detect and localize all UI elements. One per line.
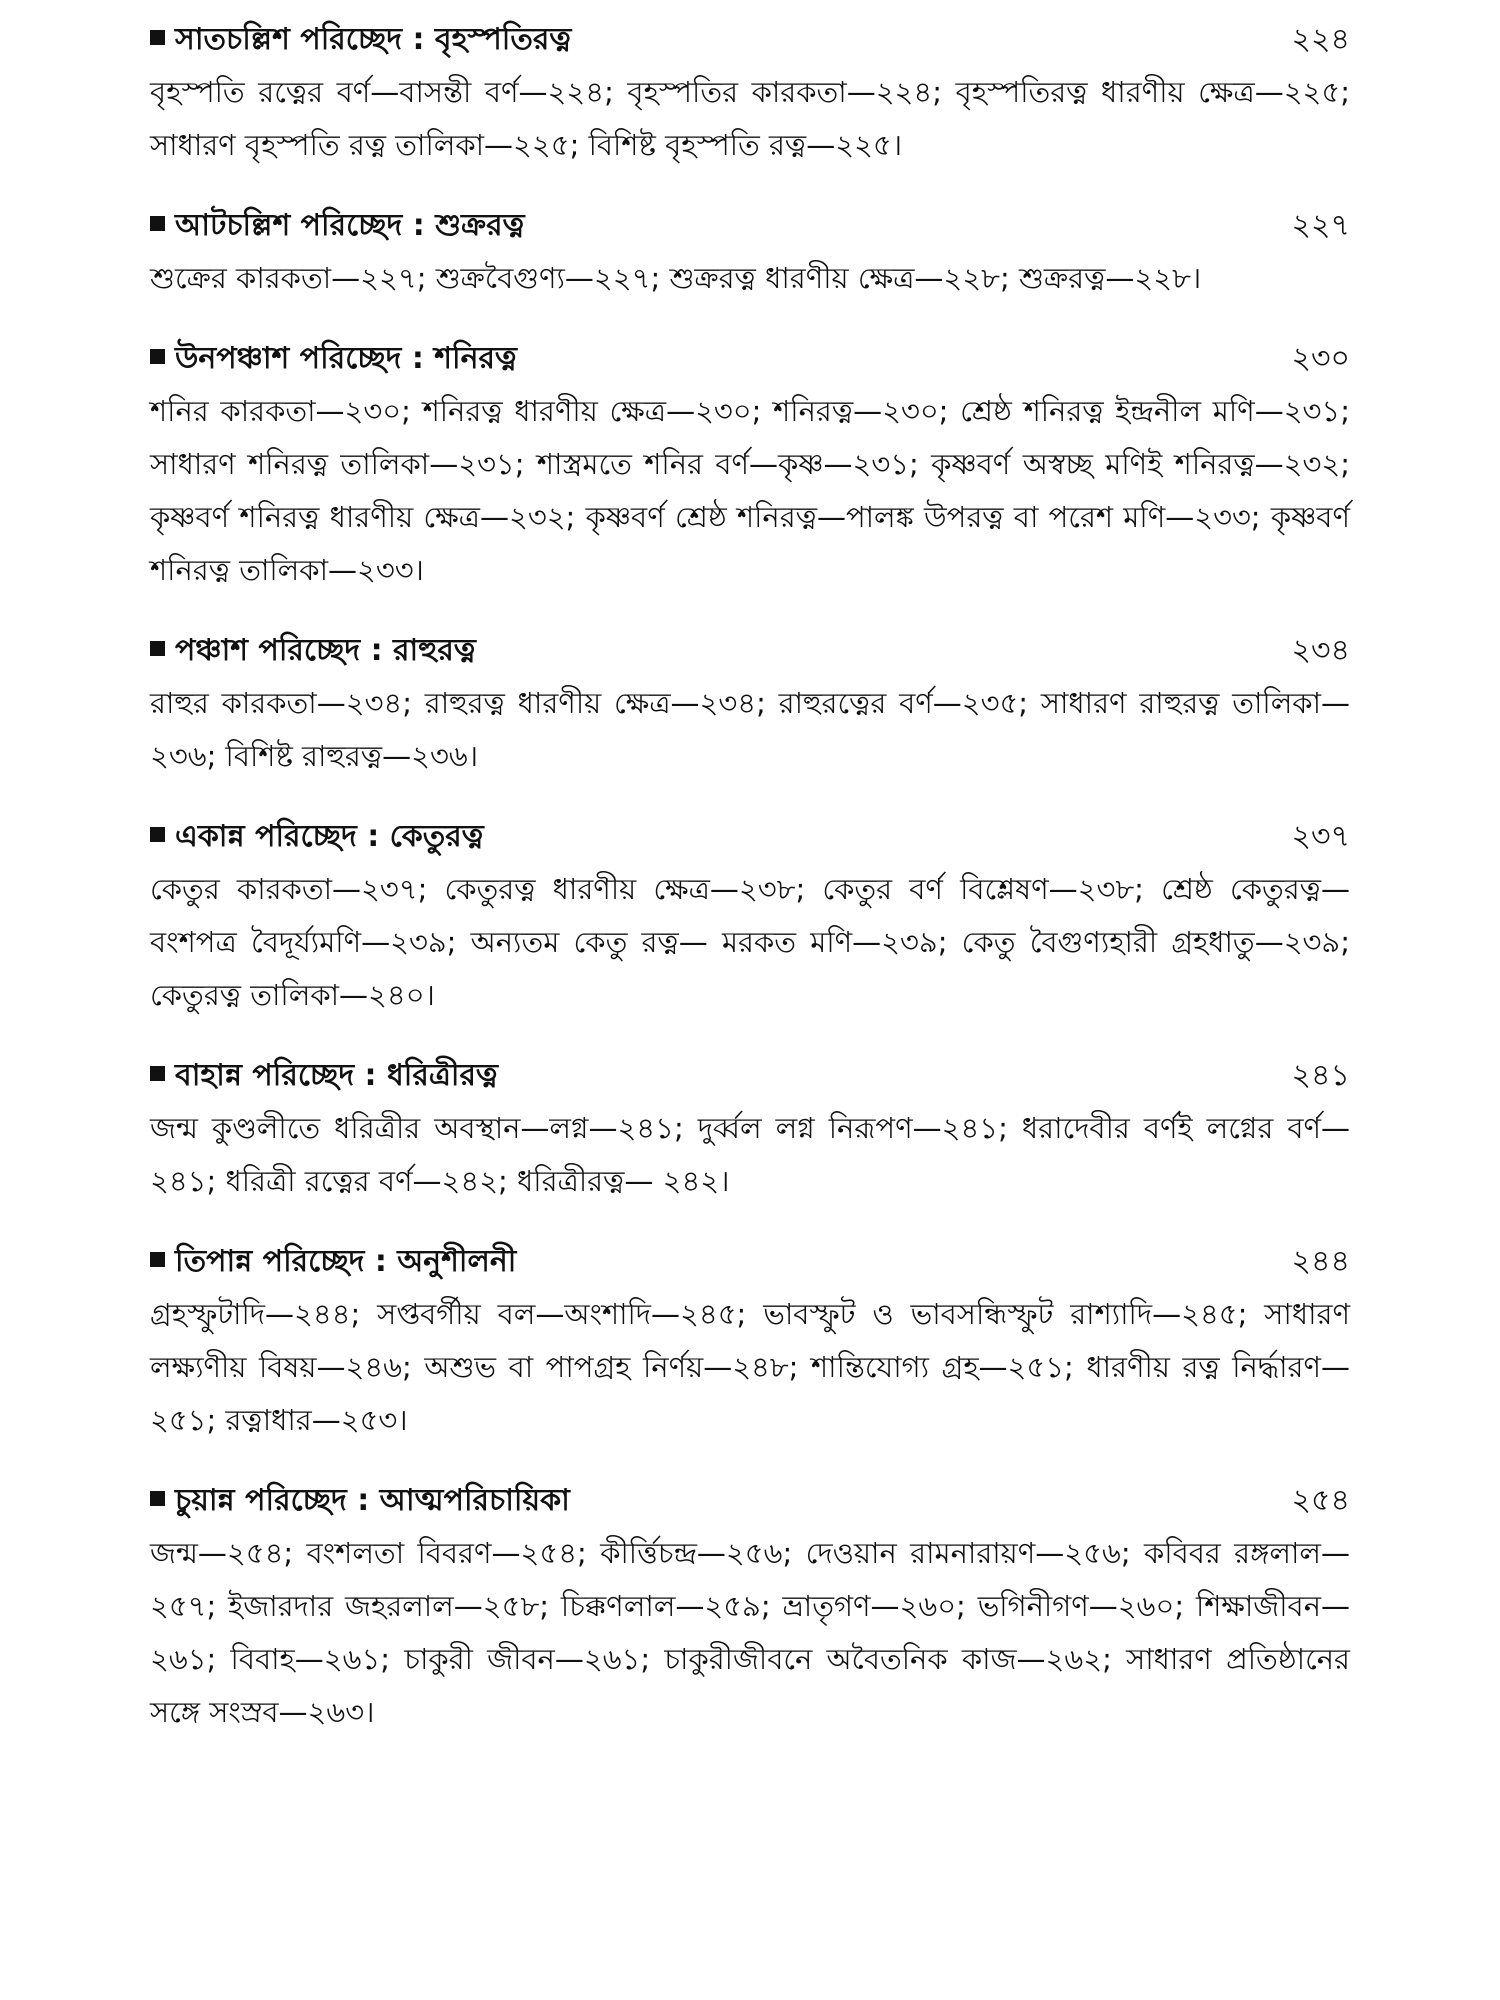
chapter-heading — [150, 1050, 498, 1102]
chapter-heading — [150, 200, 525, 252]
chapter-page-number: ২৫৪ — [1291, 1483, 1350, 1518]
chapter-entry — [150, 1475, 1350, 1739]
chapter-topics: জন্ম—২৫৪; বংশলতা বিবরণ—২৫৪; কীর্ত্তিচন্দ্র—২৫৬; দেওয়ান রামনারায়ণ—২৫৬; কবিবর রঙ্গলাল—২৫৭; ইজারদার জহরলাল—২৫৮; চিক্কণলাল—২৫৯; ভ্রাতৃগণ—২৬০; ভগিনীগণ—২৬০; শিক্ষাজীবন— ২৬১; বিবাহ—২৬১; চাকুরী জীবন—২৬১; চাকুরীজীবনে অবৈতনিক কাজ—২৬২; সাধারণ প্রতিষ্ঠানের সঙ্গে সংস্রব—২৬৩। — [150, 1536, 1350, 1729]
chapter-heading — [150, 625, 476, 677]
chapter-page-number: ২৩০ — [1291, 341, 1350, 376]
chapter-title: তিপান্ন পরিচ্ছেদ : অনুশীলনী — [175, 1244, 517, 1279]
chapter-header — [150, 1050, 1350, 1102]
chapter-header — [150, 1475, 1350, 1527]
chapter-entry — [150, 625, 1350, 783]
chapter-page-number: ২৩৭ — [1291, 819, 1350, 854]
chapter-page-number: ২৩৪ — [1291, 633, 1350, 668]
chapter-header — [150, 625, 1350, 677]
chapter-page-number: ২২৪ — [1291, 22, 1350, 57]
chapter-title: পঞ্চাশ পরিচ্ছেদ : রাহুরত্ন — [175, 633, 476, 668]
square-bullet-icon — [150, 216, 165, 231]
chapter-heading — [150, 1236, 516, 1288]
chapter-topics: শনির কারকতা—২৩০; শনিরত্ন ধারণীয় ক্ষেত্র—২৩০; শনিরত্ন—২৩০; শ্রেষ্ঠ শনিরত্ন ইন্দ্রনীল মণি—২৩১; সাধারণ শনিরত্ন তালিকা—২৩১; শাস্ত্রমতে শনির বর্ণ—কৃষ্ণ—২৩১; কৃষ্ণবর্ণ অস্বচ্ছ মণিই শনিরত্ন—২৩২; কৃষ্ণবর্ণ শনিরত্ন ধারণীয় ক্ষেত্র—২৩২; কৃষ্ণবর্ণ শ্রেষ্ঠ শনিরত্ন—পালঙ্ক উপরত্ন বা পরেশ মণি—২৩৩; কৃষ্ণবর্ণ শনিরত্ন তালিকা—২৩৩। — [150, 394, 1350, 587]
chapter-header — [150, 811, 1350, 863]
chapter-title: একান্ন পরিচ্ছেদ : কেতুরত্ন — [175, 819, 484, 854]
square-bullet-icon — [150, 827, 165, 842]
chapter-entry — [150, 811, 1350, 1022]
chapter-heading — [150, 811, 484, 863]
chapter-header — [150, 1236, 1350, 1288]
chapter-topics: গ্রহস্ফুটাদি—২৪৪; সপ্তবর্গীয় বল—অংশাদি—২৪৫; ভাবস্ফুট ও ভাবসন্ধিস্ফুট রাশ্যাদি—২৪৫; সাধারণ লক্ষ্যণীয় বিষয়—২৪৬; অশুভ বা পাপগ্রহ নির্ণয়—২৪৮; শান্তিযোগ্য গ্রহ—২৫১; ধারণীয় রত্ন নির্দ্ধারণ— ২৫১; রত্নাধার—২৫৩। — [150, 1297, 1350, 1437]
chapter-page-number: ২৪১ — [1291, 1058, 1350, 1093]
chapter-entry — [150, 1236, 1350, 1447]
chapter-title: চুয়ান্ন পরিচ্ছেদ : আত্মপরিচায়িকা — [175, 1483, 570, 1518]
chapter-header — [150, 333, 1350, 385]
chapter-title: সাতচল্লিশ পরিচ্ছেদ : বৃহস্পতিরত্ন — [175, 22, 572, 57]
chapter-heading — [150, 14, 571, 66]
chapter-topics: রাহুর কারকতা—২৩৪; রাহুরত্ন ধারণীয় ক্ষেত্র—২৩৪; রাহুরত্নের বর্ণ—২৩৫; সাধারণ রাহুরত্ন তালিকা—২৩৬; বিশিষ্ট রাহুরত্ন—২৩৬। — [150, 686, 1350, 773]
chapter-topics: কেতুর কারকতা—২৩৭; কেতুরত্ন ধারণীয় ক্ষেত্র—২৩৮; কেতুর বর্ণ বিশ্লেষণ—২৩৮; শ্রেষ্ঠ কেতুরত্ন—বংশপত্র বৈদূর্য্যমণি—২৩৯; অন্যতম কেতু রত্ন— মরকত মণি—২৩৯; কেতু বৈগুণ্যহারী গ্রহধাতু—২৩৯; কেতুরত্ন তালিকা—২৪০। — [150, 872, 1350, 1012]
chapter-entry — [150, 14, 1350, 172]
square-bullet-icon — [150, 1491, 165, 1506]
chapter-topics: বৃহস্পতি রত্নের বর্ণ—বাসন্তী বর্ণ—২২৪; বৃহস্পতির কারকতা—২২৪; বৃহস্পতিরত্ন ধারণীয় ক্ষেত্র—২২৫; সাধারণ বৃহস্পতি রত্ন তালিকা—২২৫; বিশিষ্ট বৃহস্পতি রত্ন—২২৫। — [150, 75, 1350, 162]
chapter-entry — [150, 200, 1350, 305]
chapter-title: আটচল্লিশ পরিচ্ছেদ : শুক্ররত্ন — [175, 208, 525, 243]
chapter-page-number: ২৪৪ — [1291, 1244, 1350, 1279]
square-bullet-icon — [150, 30, 165, 45]
chapter-header — [150, 14, 1350, 66]
chapter-title: উনপঞ্চাশ পরিচ্ছেদ : শনিরত্ন — [175, 341, 518, 376]
square-bullet-icon — [150, 1252, 165, 1267]
chapter-entry — [150, 1050, 1350, 1208]
chapter-header — [150, 200, 1350, 252]
chapter-heading — [150, 333, 517, 385]
chapter-title: বাহান্ন পরিচ্ছেদ : ধরিত্রীরত্ন — [175, 1058, 499, 1093]
chapter-topics: জন্ম কুণ্ডলীতে ধরিত্রীর অবস্থান—লগ্ন—২৪১; দুর্ব্বল লগ্ন নিরূপণ—২৪১; ধরাদেবীর বর্ণই লগ্নের বর্ণ—২৪১; ধরিত্রী রত্নের বর্ণ—২৪২; ধরিত্রীরত্ন— ২৪২। — [150, 1111, 1350, 1198]
square-bullet-icon — [150, 1066, 165, 1081]
chapter-topics: শুক্রের কারকতা—২২৭; শুক্রবৈগুণ্য—২২৭; শুক্ররত্ন ধারণীয় ক্ষেত্র—২২৮; শুক্ররত্ন—২২৮। — [150, 261, 1202, 295]
chapter-page-number: ২২৭ — [1291, 208, 1350, 243]
contents-page — [150, 14, 1350, 1767]
square-bullet-icon — [150, 349, 165, 364]
chapter-heading — [150, 1475, 570, 1527]
chapter-entry — [150, 333, 1350, 597]
square-bullet-icon — [150, 641, 165, 656]
